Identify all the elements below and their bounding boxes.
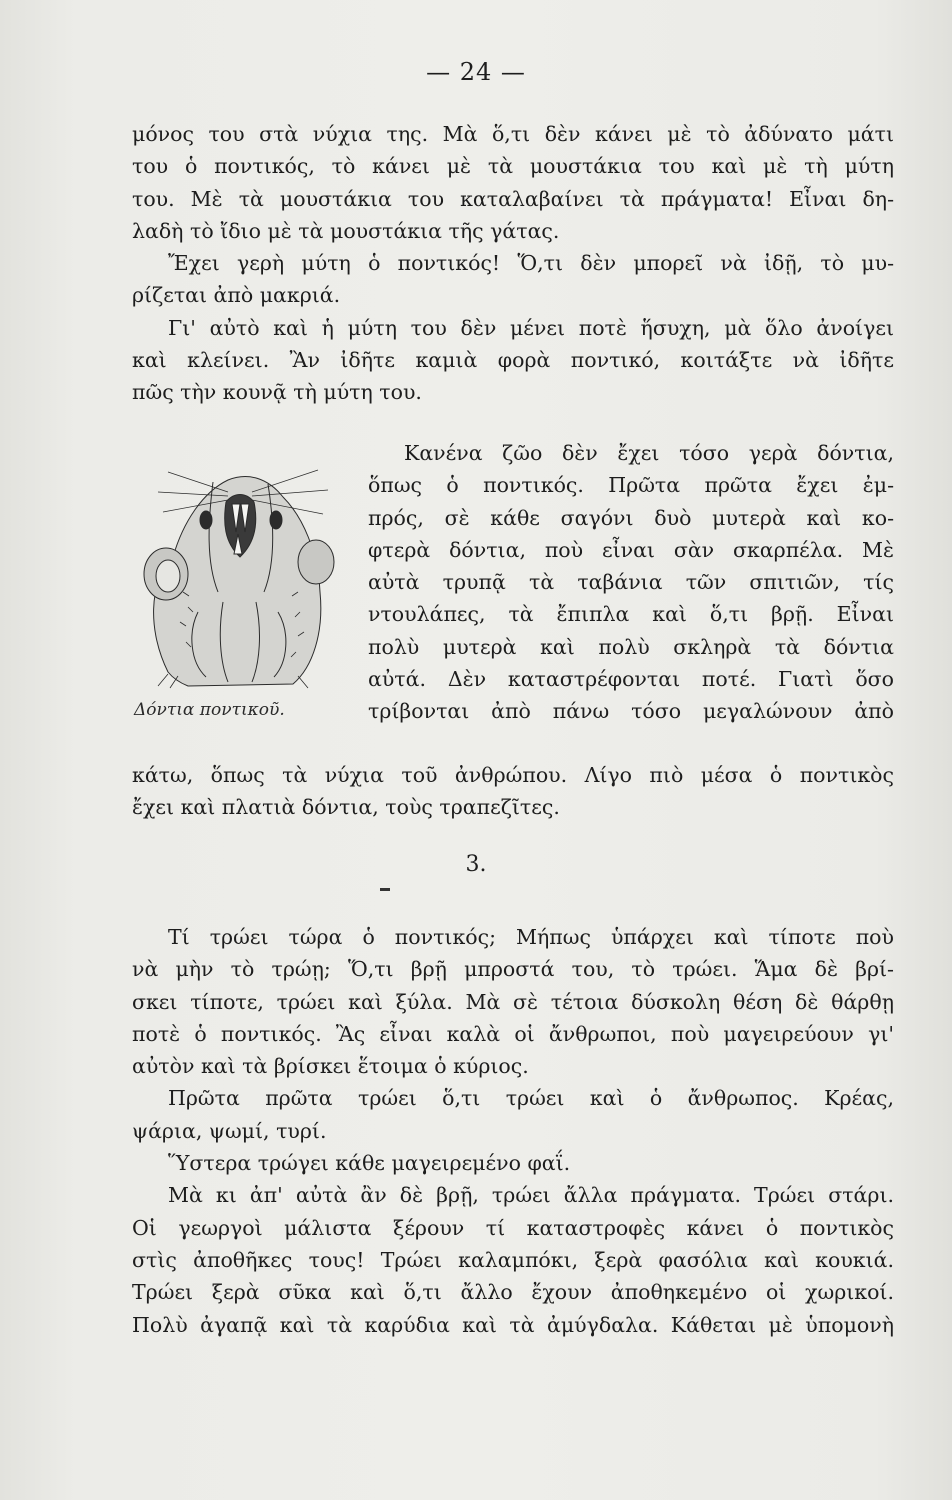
text-line: τρίβονται ἀπὸ πάνω τόσο μεγαλώνουν ἀπὸ — [368, 699, 894, 724]
text-line: του ὁ ποντικός, τὸ κάνει μὲ τὰ μουστάκια του καὶ μὲ τὴ μύτη — [132, 154, 894, 179]
text-line: Πολὺ ἀγαπᾷ καὶ τὰ καρύδια καὶ τὰ ἀμύγδαλα. Κάθεται μὲ ὑπομονὴ — [132, 1312, 894, 1337]
text-line: Ἔχει γερὴ μύτη ὁ ποντικός! Ὅ,τι δὲν μπορεῖ νὰ ἰδῇ, τὸ μυ- — [168, 251, 894, 276]
text-line: αὐτὰ τρυπᾷ τὰ ταβάνια τῶν σπιτιῶν, τίς — [368, 570, 894, 595]
text-line: Κανένα ζῶο δὲν ἔχει τόσο γερὰ δόντια, — [404, 441, 894, 465]
page-number: — 24 — — [426, 58, 526, 86]
text-line: του. Μὲ τὰ μουστάκια του καταλαβαίνει τὰ πράγματα! Εἶναι δη- — [132, 186, 894, 211]
text-line: ὅπως ὁ ποντικός. Πρῶτα πρῶτα ἔχει ἐμ- — [368, 473, 894, 498]
text-line: Οἱ γεωργοὶ μάλιστα ξέρουν τί καταστροφὲς κάνει ὁ ποντικὸς — [132, 1215, 894, 1240]
paragraph-block-bottom — [132, 921, 894, 1341]
text-line: Μὰ κι ἀπ' αὐτὰ ἂν δὲ βρῇ, τρώει ἄλλα πράγματα. Τρώει στάρι. — [168, 1183, 894, 1208]
text-line: λαδὴ τὸ ἴδιο μὲ τὰ μουστάκια τῆς γάτας. — [132, 218, 560, 243]
paragraph-block-middle — [132, 759, 894, 824]
text-line: ποτὲ ὁ ποντικός. Ἂς εἶναι καλὰ οἱ ἄνθρωποι, ποὺ μαγειρεύουν γι' — [132, 1021, 894, 1046]
text-line: αὐτά. Δὲν καταστρέφονται ποτέ. Γιατὶ ὅσο — [368, 667, 894, 692]
text-line: αὐτὸν καὶ τὰ βρίσκει ἕτοιμα ὁ κύριος. — [132, 1054, 529, 1079]
section-number: 3. — [465, 852, 487, 877]
text-line: Γι' αὐτὸ καὶ ἡ μύτη του δὲν μένει ποτὲ ἥσυχη, μὰ ὅλο ἀνοίγει — [168, 315, 894, 340]
print-mark — [380, 888, 390, 891]
text-line: Πρῶτα πρῶτα τρώει ὅ,τι τρώει καὶ ὁ ἄνθρωπος. Κρέας, — [168, 1086, 894, 1111]
text-line: ρίζεται ἀπὸ μακριά. — [132, 283, 341, 308]
text-line: σκει τίποτε, τρώει καὶ ξύλα. Μὰ σὲ τέτοια δύσκολη θέση δὲ θάρθῃ — [132, 989, 894, 1014]
mouse-teeth-illustration — [128, 462, 350, 690]
text-line: μόνος του στὰ νύχια της. Μὰ ὅ,τι δὲν κάνει μὲ τὸ ἀδύνατο μάτι — [132, 122, 894, 146]
text-line: πῶς τὴν κουνᾷ τὴ μύτη του. — [132, 380, 422, 405]
text-line: κάτω, ὅπως τὰ νύχια τοῦ ἀνθρώπου. Λίγο πιὸ μέσα ὁ ποντικὸς — [132, 763, 894, 787]
figure-caption: Δόντια ποντικοῦ. — [134, 700, 285, 720]
text-line: Ὕστερα τρώγει κάθε μαγειρεμένο φαΐ. — [168, 1151, 571, 1176]
text-line: πρός, σὲ κάθε σαγόνι δυὸ μυτερὰ καὶ κο- — [368, 505, 894, 530]
text-line: πολὺ μυτερὰ καὶ πολὺ σκληρὰ τὰ δόντια — [368, 634, 894, 659]
text-line: ντουλάπες, τὰ ἔπιπλα καὶ ὅ,τι βρῇ. Εἶναι — [368, 602, 894, 627]
text-line: Τί τρώει τώρα ὁ ποντικός; Μήπως ὑπάρχει καὶ τίποτε ποὺ — [168, 925, 894, 949]
paragraph-block-beside-figure — [368, 437, 894, 728]
paragraph-block-top — [132, 118, 894, 409]
text-line: ψάρια, ψωμί, τυρί. — [132, 1118, 327, 1143]
text-line: Τρώει ξερὰ σῦκα καὶ ὅ,τι ἄλλο ἔχουν ἀποθηκεμένο οἱ χωρικοί. — [132, 1280, 894, 1305]
text-line: νὰ μὴν τὸ τρώῃ; Ὅ,τι βρῇ μπροστά του, τὸ τρώει. Ἅμα δὲ βρί- — [132, 957, 894, 982]
text-line: στὶς ἀποθῆκες τους! Τρώει καλαμπόκι, ξερὰ φασόλια καὶ κουκιά. — [132, 1247, 894, 1272]
text-line: καὶ κλείνει. Ἂν ἰδῆτε καμιὰ φορὰ ποντικό, κοιτάξτε νὰ ἰδῆτε — [132, 348, 894, 373]
text-line: φτερὰ δόντια, ποὺ εἶναι σὰν σκαρπέλα. Μὲ — [368, 537, 894, 562]
text-line: ἔχει καὶ πλατιὰ δόντια, τοὺς τραπεζῖτες. — [132, 795, 560, 820]
